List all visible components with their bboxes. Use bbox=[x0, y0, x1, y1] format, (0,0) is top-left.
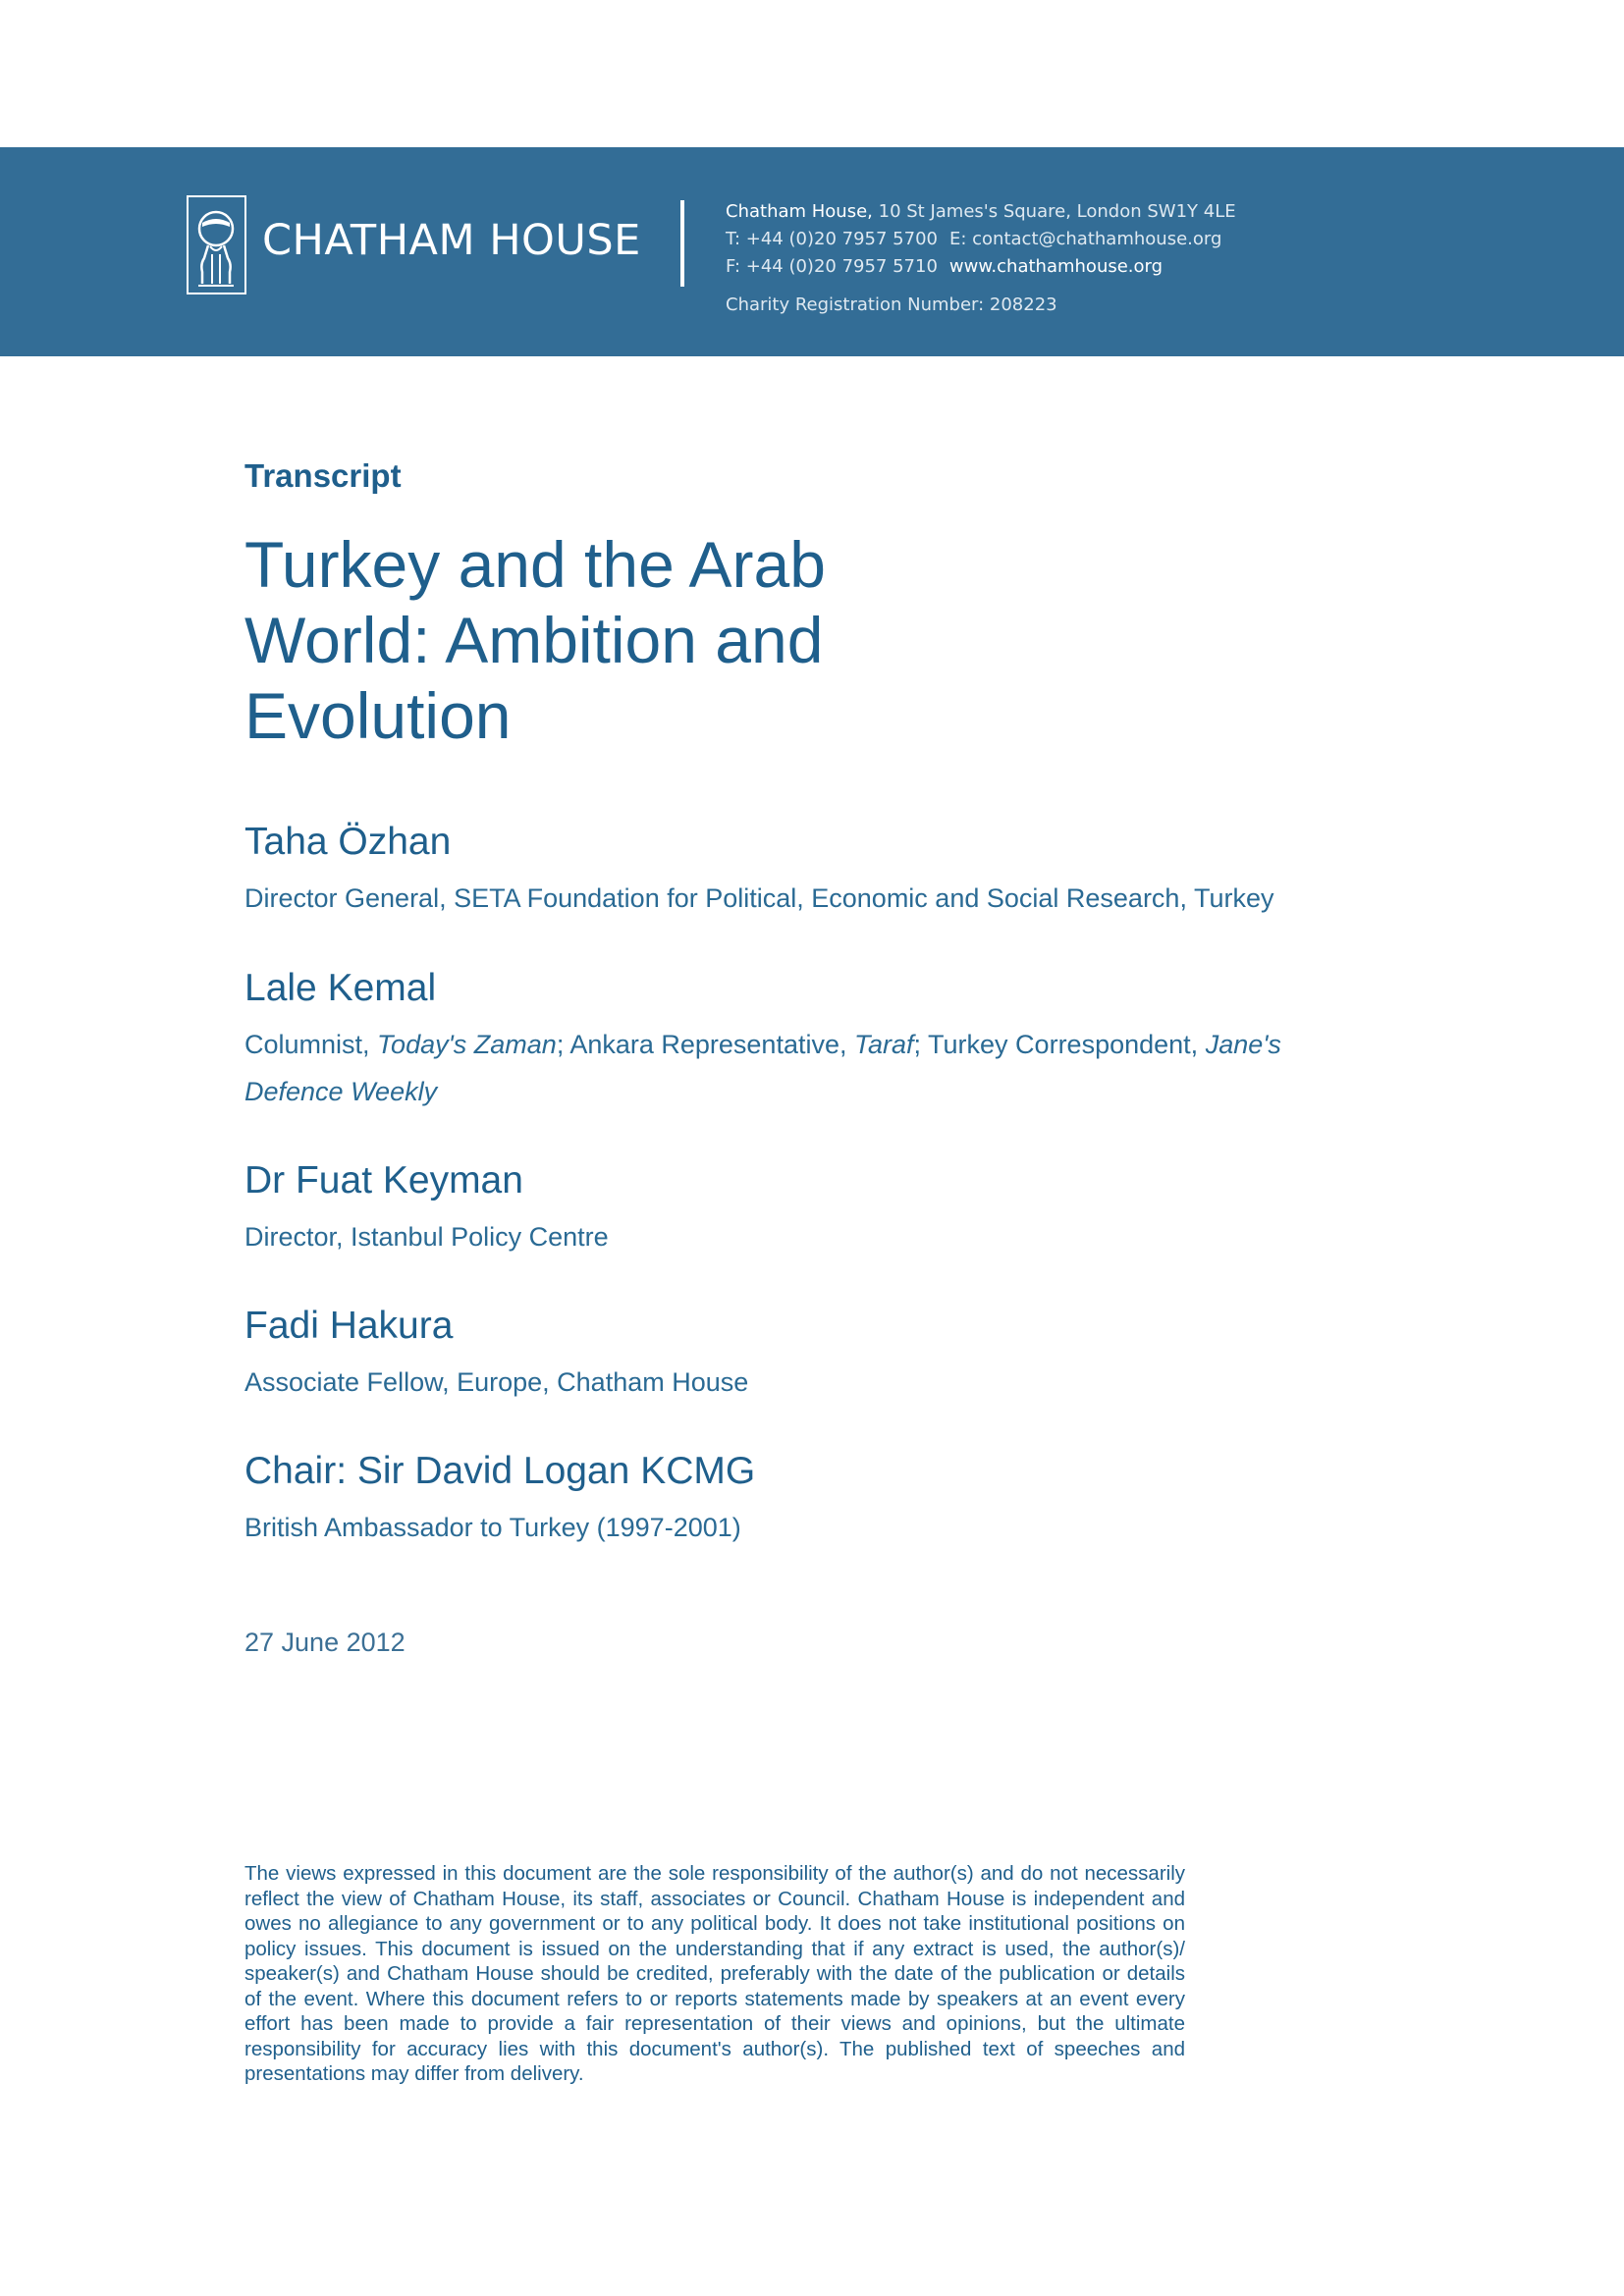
speaker-name: Taha Özhan bbox=[244, 821, 452, 863]
brand-name: CHATHAM HOUSE bbox=[262, 216, 641, 265]
role-text: Director, Istanbul Policy Centre bbox=[244, 1222, 609, 1252]
speaker-name: Lale Kemal bbox=[244, 967, 437, 1009]
address: 10 St James's Square, London SW1Y 4LE bbox=[878, 201, 1236, 222]
org-name: Chatham House, bbox=[726, 201, 873, 222]
role-text: Director General, SETA Foundation for Political, Economic and Social Research, Turkey bbox=[244, 883, 1274, 913]
speaker-role bbox=[244, 1359, 748, 1406]
document-type-label: Transcript bbox=[244, 457, 402, 494]
address-line bbox=[726, 198, 1236, 226]
header-banner bbox=[0, 147, 1624, 356]
fax-web-line bbox=[726, 253, 1236, 281]
speaker-role bbox=[244, 1213, 609, 1260]
role-text: Columnist, bbox=[244, 1030, 378, 1059]
speaker-role bbox=[244, 875, 1273, 922]
phone-email-line bbox=[726, 226, 1236, 253]
publication-name: Today's Zaman bbox=[377, 1030, 557, 1059]
speaker-entry bbox=[244, 820, 1273, 922]
phone: T: +44 (0)20 7957 5700 bbox=[726, 229, 938, 249]
speaker-role bbox=[244, 1021, 1281, 1115]
email: E: contact@chathamhouse.org bbox=[948, 229, 1222, 249]
contact-block bbox=[726, 198, 1236, 319]
speaker-role bbox=[244, 1504, 755, 1551]
title-line: Evolution bbox=[244, 679, 512, 752]
header-divider bbox=[680, 200, 684, 287]
role-text: ; Ankara Representative, bbox=[556, 1030, 854, 1059]
speaker-name: Chair: Sir David Logan KCMG bbox=[244, 1450, 756, 1492]
publication-name: Taraf bbox=[853, 1030, 914, 1059]
website: www.chathamhouse.org bbox=[948, 256, 1164, 277]
page-title bbox=[244, 527, 932, 754]
disclaimer-text: The views expressed in this document are the sole responsibility of the author(s) and do not necessarily reflect the view of Chatham House, its staff, associates or Council. Chatham House is independent and owes no allegiance to any government or to any political body. It does not take institutional positions on policy issues. This document is issued on the understanding that if any extract is used, the author(s)/ speaker(s) and Chatham House should be credited, preferably with the date of the publication or details of the event. Where this document refers to or reports statements made by speakers at an event every effort has been made to provide a fair representation of their views and opinions, but the ultimate responsibility for accuracy lies with this document's author(s). The published text of speeches and presentations may differ from delivery. bbox=[244, 1862, 1185, 2085]
charity-number: Charity Registration Number: 208223 bbox=[726, 294, 1057, 315]
role-text: British Ambassador to Turkey (1997-2001) bbox=[244, 1513, 741, 1542]
publication-name: Jane's bbox=[1205, 1030, 1281, 1059]
role-text: ; Turkey Correspondent, bbox=[913, 1030, 1206, 1059]
speaker-entry bbox=[244, 1449, 755, 1551]
speaker-name: Dr Fuat Keyman bbox=[244, 1159, 523, 1201]
title-line: Turkey and the Arab bbox=[244, 528, 826, 601]
fax: F: +44 (0)20 7957 5710 bbox=[726, 256, 938, 277]
speaker-entry bbox=[244, 1304, 748, 1406]
role-text: Associate Fellow, Europe, Chatham House bbox=[244, 1367, 749, 1397]
speaker-entry bbox=[244, 966, 1281, 1115]
publication-name: Defence Weekly bbox=[244, 1077, 438, 1106]
title-line: World: Ambition and bbox=[244, 604, 824, 676]
speaker-entry bbox=[244, 1158, 609, 1260]
event-date: 27 June 2012 bbox=[244, 1628, 406, 1657]
chatham-house-logo-icon bbox=[187, 195, 246, 294]
speaker-name: Fadi Hakura bbox=[244, 1305, 454, 1347]
